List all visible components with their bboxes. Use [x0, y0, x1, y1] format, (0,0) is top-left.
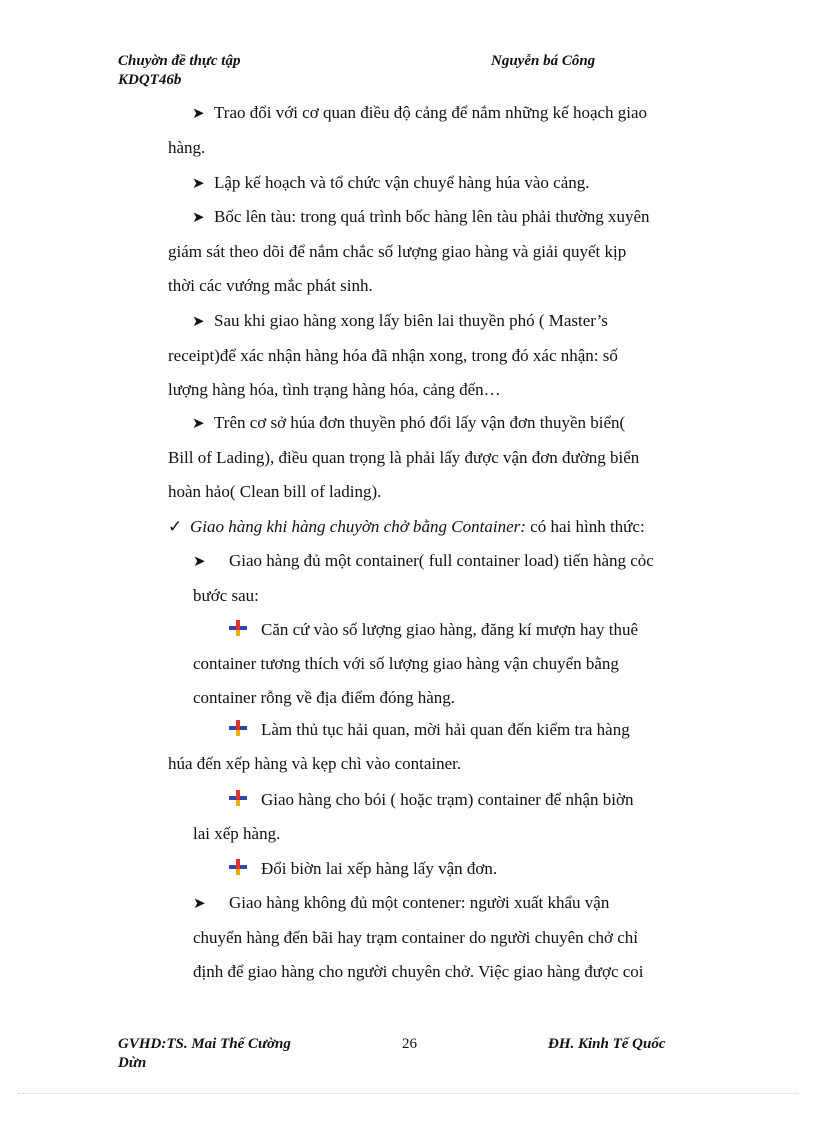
header-class: KDQT46b: [118, 72, 182, 88]
arrow-bullet-icon: ➤: [192, 416, 205, 432]
footer-supervisor: GVHD:TS. Mai Thế Cường: [118, 1036, 291, 1052]
arrow-bullet-icon: ➤: [193, 554, 206, 570]
paragraph-loading: ➤ Bốc lên tàu: trong quá trình bốc hàng lên tàu phải thường xuyên giám sát theo dõi để nắm chắc số lượng giao hàng và giải quyết kịp thời các vướng mắc phát sinh.: [168, 200, 696, 303]
step-rent-container: Căn cứ vào số lượng giao hàng, đăng kí mượn hay thuê container tương thích với số lượng giao hàng vận chuyển bằng container rỗng về địa điểm đóng hàng.: [193, 620, 639, 707]
paragraph-less-than-container: ➤ Giao hàng không đủ một contener: người xuất khẩu vận chuyển hàng đến bãi hay trạm container do người chuyên chở chỉ định để giao hàng cho người chuyên chở. Việc giao hàng được coi: [193, 886, 696, 989]
plus-bullet-icon: [229, 620, 247, 636]
arrow-bullet-icon: ➤: [192, 106, 205, 122]
page-number: 26: [402, 1036, 417, 1052]
arrow-bullet-icon: ➤: [192, 210, 205, 226]
step-deliver-to-yard: Giao hàng cho bói ( hoặc trạm) container để nhận biờn lai xếp hàng.: [193, 790, 634, 843]
plus-bullet-icon: [229, 790, 247, 806]
paragraph-plan-transport: ➤ Lập kế hoạch và tổ chức vận chuyể hàng húa vào cảng.: [168, 166, 696, 201]
step-customs: Làm thủ tục hải quan, mời hải quan đến kiểm tra hàng húa đến xếp hàng và kẹp chì vào container.: [168, 720, 630, 773]
footer-supervisor-cont: Dừn: [118, 1055, 147, 1071]
arrow-bullet-icon: ➤: [192, 314, 205, 330]
header-author: Nguyễn bá Công: [491, 53, 596, 69]
paragraph-full-container-load: ➤ Giao hàng đủ một container( full container load) tiến hàng cỏc bước sau:: [193, 544, 696, 613]
check-icon: ✓: [168, 517, 183, 536]
paragraph-mates-receipt: ➤ Sau khi giao hàng xong lấy biên lai thuyền phó ( Master’s receipt)để xác nhận hàng hóa đã nhận xong, trong đó xác nhận: số lượng hàng hóa, tình trạng hàng hóa, cảng đến…: [168, 304, 696, 407]
paragraph-coordinate-port: ➤ Trao đổi với cơ quan điều độ cảng để nắm những kế hoạch giao hàng.: [168, 96, 696, 165]
arrow-bullet-icon: ➤: [193, 896, 206, 912]
plus-bullet-icon: [229, 859, 247, 875]
step-exchange-receipt: Đổi biờn lai xếp hàng lấy vận đơn.: [193, 852, 696, 886]
checklist-container-delivery: ✓ Giao hàng khi hàng chuyờn chở bằng Container: có hai hình thức:: [168, 510, 708, 544]
page-bottom-divider: [18, 1093, 798, 1094]
plus-bullet-icon: [229, 720, 247, 736]
paragraph-bill-of-lading: ➤ Trên cơ sở húa đơn thuyền phó đổi lấy vận đơn thuyền biển( Bill of Lading), điều quan trọng là phải lấy được vận đơn đường biển hoàn hảo( Clean bill of lading).: [168, 406, 696, 509]
arrow-bullet-icon: ➤: [192, 176, 205, 192]
header-course: Chuyờn đề thực tập: [118, 53, 241, 69]
footer-university: ĐH. Kinh Tế Quốc: [548, 1036, 666, 1052]
